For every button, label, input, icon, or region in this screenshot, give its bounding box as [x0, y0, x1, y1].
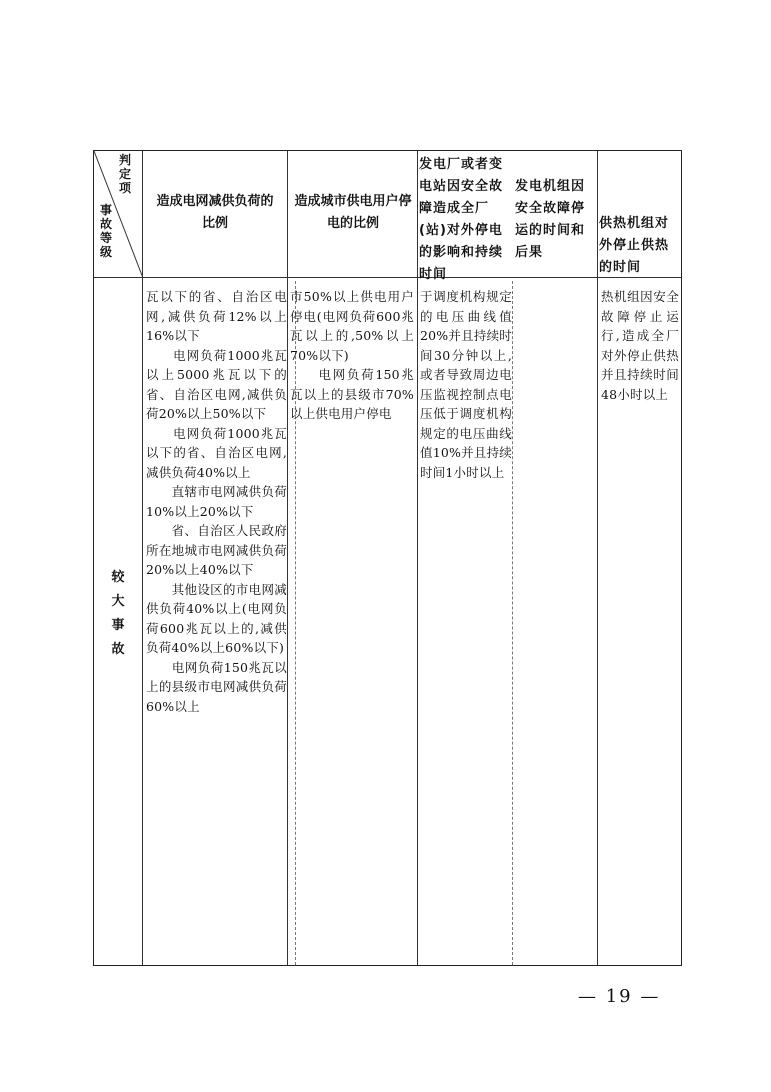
column-header-generator: 发电机组因安全故障停运的时间和后果	[515, 179, 586, 260]
diagonal-top-label: 判定项	[118, 153, 131, 195]
header-divider	[94, 277, 681, 278]
accident-grade-table	[93, 150, 682, 966]
column-divider	[417, 151, 418, 965]
accident-grade-label: 较大事故	[111, 570, 125, 657]
cell-city-supply: 市50%以上供电用户停电(电网负荷600兆瓦以上的,50%以上70%以下) 电网负荷150兆瓦以上的县级市70%以上供电用户停电	[290, 289, 414, 421]
column-header-city-supply: 造成城市供电用户停电的比例	[294, 194, 412, 231]
column-divider	[597, 151, 598, 965]
page-number: — 19 —	[578, 986, 661, 1007]
column-divider	[287, 151, 288, 965]
diagonal-bottom-label: 事故等级	[99, 203, 112, 259]
cell-heat-supply: 热机组因安全故障停止运行,造成全厂对外停止供热并且持续时间48小时以上	[601, 289, 679, 402]
cell-plant-voltage: 于调度机构规定的电压曲线值20%并且持续时间30分钟以上,或者导致周边电压监视控制点电压低于调度机构规定的电压曲线值10%并且持续时间1小时以上	[420, 289, 512, 480]
column-header-heat-supply: 供热机组对外停止供热的时间	[599, 216, 670, 275]
column-header-plant-voltage: 发电厂或者变电站因安全故障造成全厂(站)对外停电的影响和持续时间	[419, 157, 504, 282]
column-divider-dotted	[512, 281, 513, 965]
cell-power-grid: 瓦以下的省、自治区电网,减供负荷12%以上16%以下 电网负荷1000兆瓦以上5000兆瓦以下的省、自治区电网,减供负荷20%以上50%以下 电网负荷1000兆瓦以下的省、自治区电网,减供负荷40%以上 直辖市电网减供负荷10%以上20%以下 省、自治区人民政府所在地城市电网减供负荷20%以上40%以下 其他设区的市电网减供负荷40%以上(电网负荷600兆瓦以上的,减供负荷40%以上60%以下) 电网负荷150兆瓦以上的县级市电网减供负荷60%以上	[146, 289, 287, 714]
column-header-power-grid: 造成电网减供负荷的比例	[156, 194, 274, 231]
